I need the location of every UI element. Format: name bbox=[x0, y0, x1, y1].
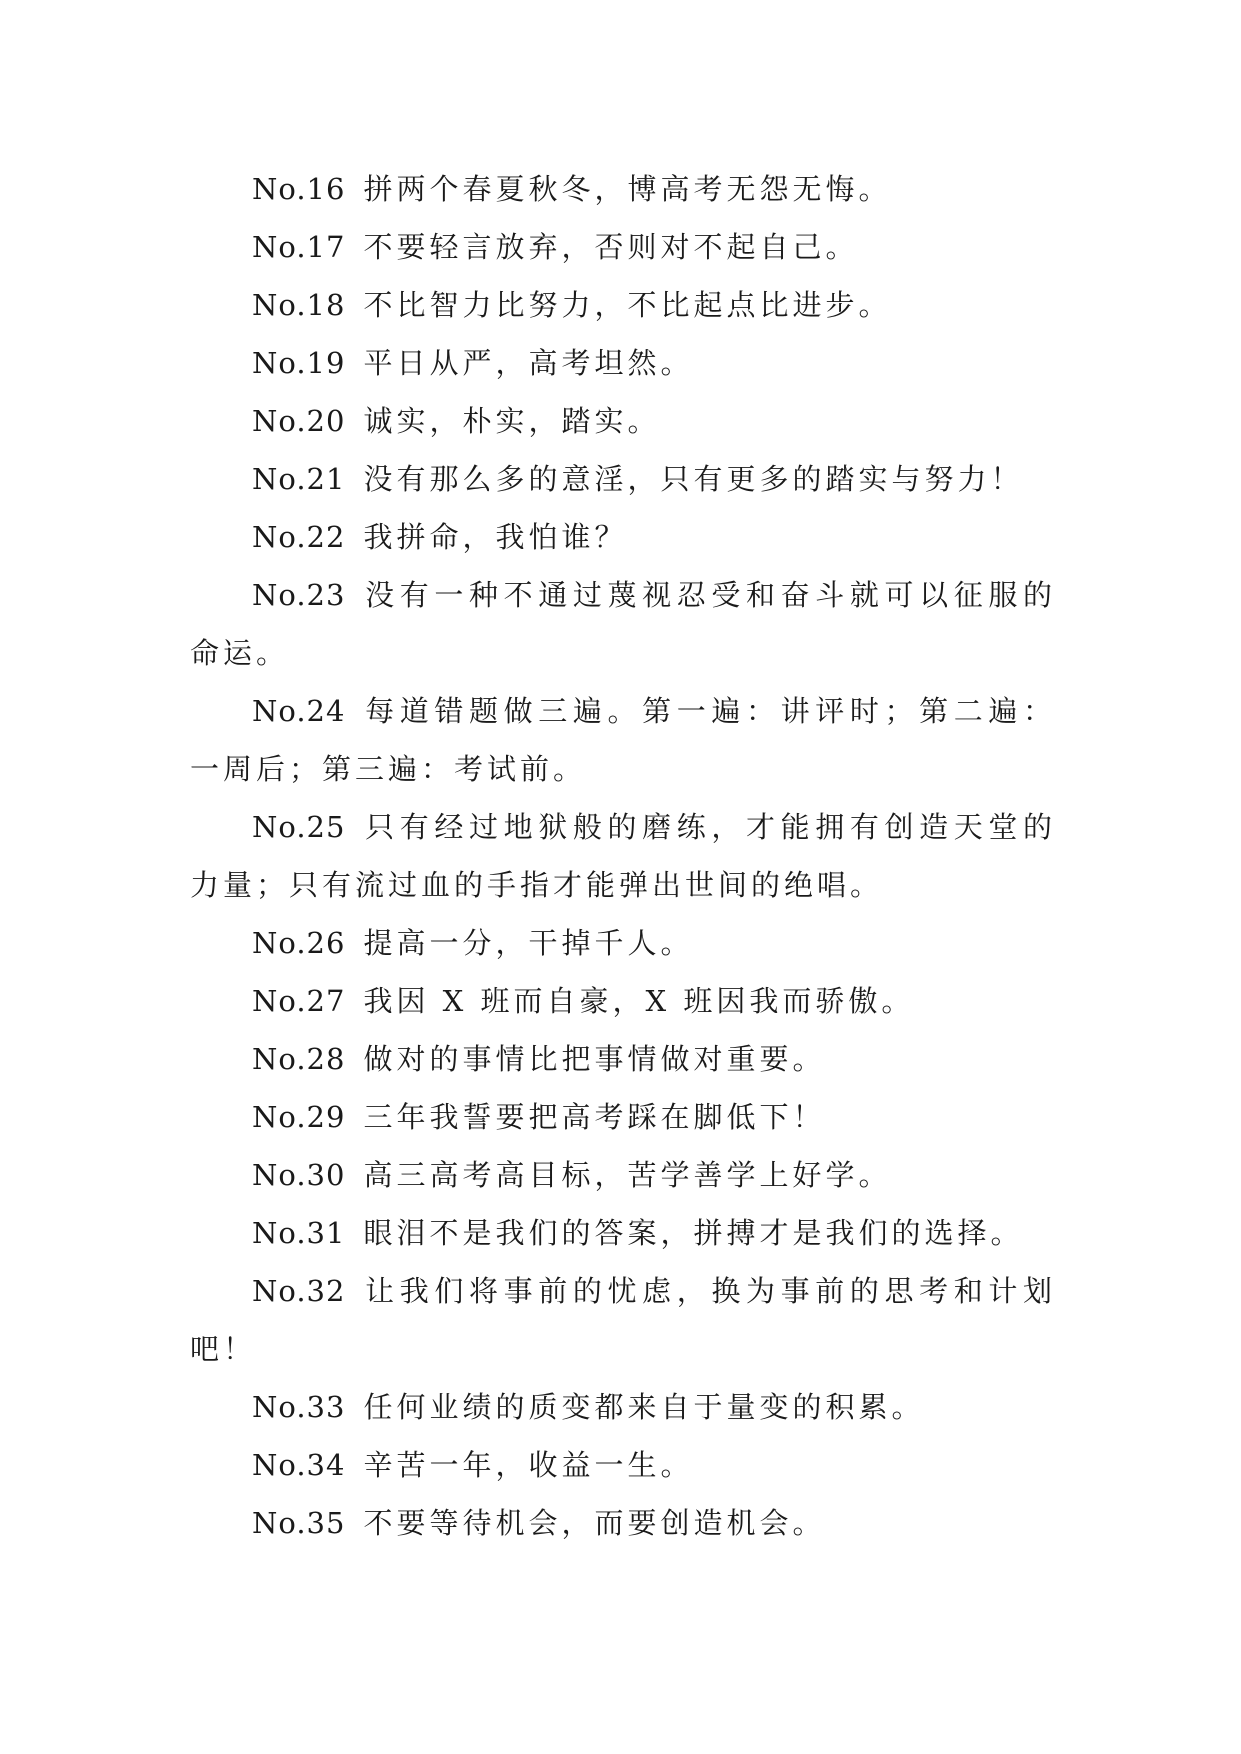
item-number: No.27 bbox=[252, 984, 346, 1018]
item-number: No.21 bbox=[252, 462, 346, 496]
item-text: 没有那么多的意淫，只有更多的踏实与努力！ bbox=[363, 462, 1024, 496]
list-item bbox=[190, 798, 1056, 914]
list-item bbox=[190, 1436, 1056, 1494]
item-text: 没有一种不通过蔑视忍受和奋斗就可以征服的命运。 bbox=[190, 578, 1056, 670]
item-text: 高三高考高目标，苦学善学上好学。 bbox=[363, 1158, 892, 1192]
item-number: No.32 bbox=[252, 1274, 346, 1308]
list-item bbox=[190, 1204, 1056, 1262]
list-item bbox=[190, 160, 1056, 218]
item-text: 每道错题做三遍。第一遍：讲评时；第二遍：一周后；第三遍：考试前。 bbox=[190, 694, 1056, 786]
item-number: No.31 bbox=[252, 1216, 346, 1250]
list-item bbox=[190, 1494, 1056, 1552]
list-item bbox=[190, 566, 1056, 682]
item-text: 平日从严，高考坦然。 bbox=[363, 346, 694, 380]
item-text: 诚实，朴实，踏实。 bbox=[363, 404, 661, 438]
list-item bbox=[190, 682, 1056, 798]
item-number: No.20 bbox=[252, 404, 346, 438]
item-number: No.19 bbox=[252, 346, 346, 380]
list-item bbox=[190, 334, 1056, 392]
item-text: 不比智力比努力，不比起点比进步。 bbox=[363, 288, 892, 322]
list-item bbox=[190, 1088, 1056, 1146]
list-item bbox=[190, 450, 1056, 508]
item-number: No.17 bbox=[252, 230, 346, 264]
list-item bbox=[190, 972, 1056, 1030]
item-text: 拼两个春夏秋冬，博高考无怨无悔。 bbox=[363, 172, 892, 206]
item-number: No.26 bbox=[252, 926, 346, 960]
list-item bbox=[190, 508, 1056, 566]
item-number: No.30 bbox=[252, 1158, 346, 1192]
item-text: 三年我誓要把高考踩在脚低下！ bbox=[363, 1100, 826, 1134]
item-text: 我因 X 班而自豪，X 班因我而骄傲。 bbox=[363, 984, 915, 1018]
item-text: 辛苦一年，收益一生。 bbox=[363, 1448, 694, 1482]
item-text: 不要等待机会，而要创造机会。 bbox=[363, 1506, 826, 1540]
item-number: No.29 bbox=[252, 1100, 346, 1134]
list-item bbox=[190, 1030, 1056, 1088]
list-item bbox=[190, 1146, 1056, 1204]
item-number: No.18 bbox=[252, 288, 346, 322]
item-text: 不要轻言放弃，否则对不起自己。 bbox=[363, 230, 859, 264]
list-item bbox=[190, 392, 1056, 450]
list-item bbox=[190, 1262, 1056, 1378]
list-item bbox=[190, 1378, 1056, 1436]
item-text: 提高一分，干掉千人。 bbox=[363, 926, 694, 960]
item-text: 让我们将事前的忧虑，换为事前的思考和计划吧！ bbox=[190, 1274, 1056, 1366]
item-number: No.33 bbox=[252, 1390, 346, 1424]
item-text: 眼泪不是我们的答案，拼搏才是我们的选择。 bbox=[363, 1216, 1024, 1250]
document-body bbox=[190, 160, 1056, 1552]
item-number: No.16 bbox=[252, 172, 346, 206]
item-text: 做对的事情比把事情做对重要。 bbox=[363, 1042, 826, 1076]
list-item bbox=[190, 914, 1056, 972]
item-text: 任何业绩的质变都来自于量变的积累。 bbox=[363, 1390, 925, 1424]
item-number: No.24 bbox=[252, 694, 346, 728]
item-number: No.22 bbox=[252, 520, 346, 554]
item-text: 我拼命，我怕谁？ bbox=[363, 520, 628, 554]
item-number: No.34 bbox=[252, 1448, 346, 1482]
list-item bbox=[190, 218, 1056, 276]
item-text: 只有经过地狱般的磨练，才能拥有创造天堂的力量；只有流过血的手指才能弹出世间的绝唱。 bbox=[190, 810, 1056, 902]
item-number: No.25 bbox=[252, 810, 346, 844]
list-item bbox=[190, 276, 1056, 334]
item-number: No.23 bbox=[252, 578, 346, 612]
item-number: No.35 bbox=[252, 1506, 346, 1540]
item-number: No.28 bbox=[252, 1042, 346, 1076]
